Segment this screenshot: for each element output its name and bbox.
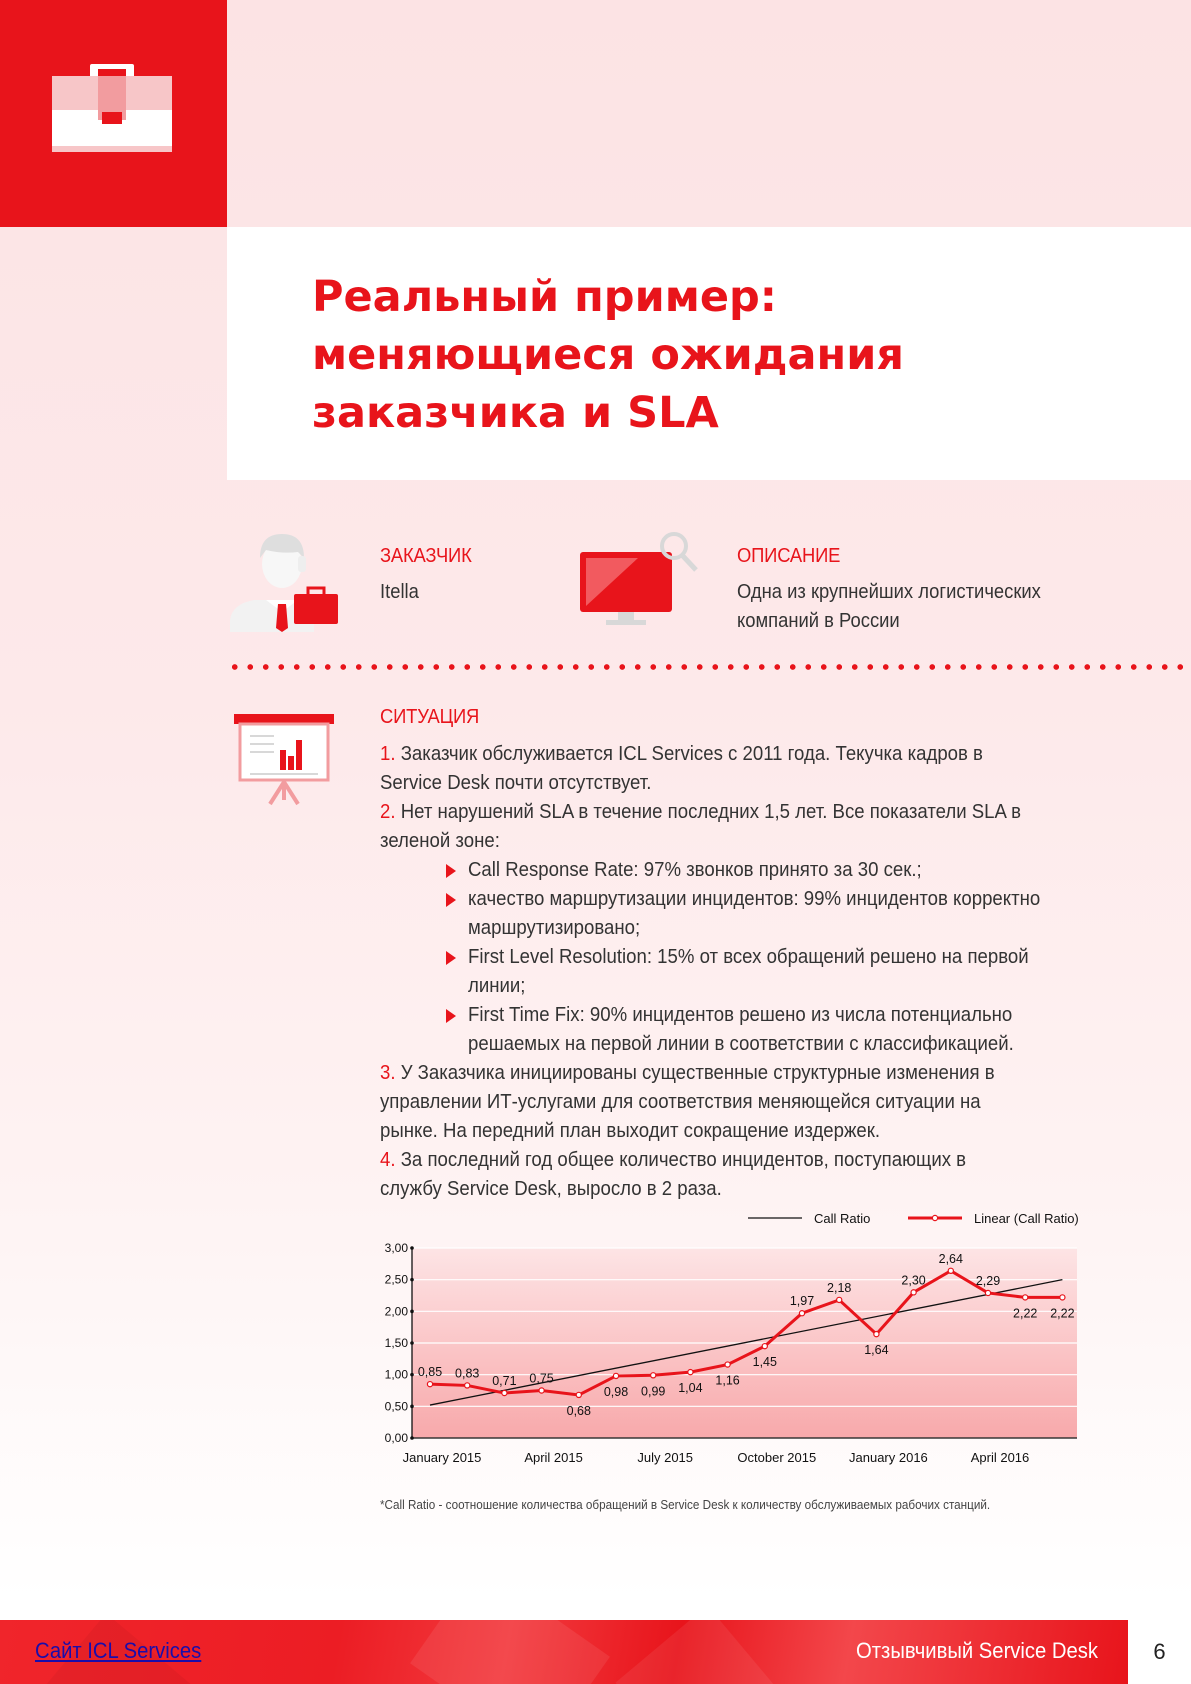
y-tick-mark bbox=[410, 1436, 414, 1440]
y-tick-mark bbox=[410, 1278, 414, 1282]
x-axis-ticks bbox=[403, 1450, 1030, 1465]
data-label: 0,98 bbox=[603, 1384, 629, 1399]
x-tick-label: January 2015 bbox=[402, 1450, 482, 1465]
data-point bbox=[799, 1311, 804, 1316]
page-number: 6 bbox=[1128, 1620, 1191, 1684]
bullet-arrow-icon bbox=[446, 1009, 456, 1023]
situation-body bbox=[380, 740, 1120, 1204]
data-point bbox=[874, 1332, 879, 1337]
point-text: За последний год общее количество инцидентов, поступающих в службу Service Desk, выросло в 2 раза. bbox=[380, 1149, 967, 1200]
data-label: 1,97 bbox=[789, 1294, 815, 1309]
data-point bbox=[465, 1383, 470, 1388]
y-tick-label: 3,00 bbox=[384, 1241, 408, 1255]
data-point bbox=[948, 1268, 953, 1273]
data-point bbox=[502, 1390, 507, 1395]
situation-point-1 bbox=[380, 740, 1031, 798]
data-label: 2,29 bbox=[975, 1273, 1001, 1288]
y-axis-ticks bbox=[385, 1241, 414, 1445]
situation-point-3 bbox=[380, 1059, 1031, 1146]
x-tick-label: April 2015 bbox=[524, 1450, 583, 1465]
chart-footnote: *Call Ratio - соотношение количества обращений в Service Desk к количеству обслуживаемых рабочих станций. bbox=[380, 1497, 991, 1512]
y-tick-mark bbox=[410, 1405, 414, 1409]
decor-shape bbox=[410, 1620, 610, 1684]
legend-label-linear: Linear (Call Ratio) bbox=[974, 1211, 1079, 1226]
data-label: 2,22 bbox=[1050, 1306, 1075, 1321]
point-number: 1. bbox=[380, 743, 396, 765]
description-label: ОПИСАНИЕ bbox=[737, 545, 841, 567]
footer-doc-title: Отзывчивый Service Desk bbox=[855, 1638, 1098, 1663]
description-line-2: компаний в России bbox=[737, 610, 900, 632]
y-tick-mark bbox=[410, 1373, 414, 1377]
situation-label: СИТУАЦИЯ bbox=[380, 706, 480, 728]
point-number: 2. bbox=[380, 801, 396, 823]
bullet-arrow-icon bbox=[446, 951, 456, 965]
y-tick-label: 0,50 bbox=[384, 1399, 408, 1414]
title-line-1: Реальный пример: bbox=[312, 272, 777, 322]
data-label: 0,75 bbox=[529, 1371, 554, 1386]
data-label: 2,64 bbox=[938, 1251, 963, 1266]
data-point bbox=[688, 1370, 693, 1375]
description-line-1: Одна из крупнейших логистических bbox=[737, 581, 1041, 603]
sla-list bbox=[468, 856, 1158, 1059]
x-tick-label: October 2015 bbox=[737, 1450, 817, 1465]
data-label: 0,83 bbox=[455, 1366, 480, 1381]
point-text: У Заказчика инициированы существенные структурные изменения в управлении ИТ-услугами для соответствия меняющейся ситуации на рынке. На передний план выходит сокращение издержек. bbox=[380, 1062, 995, 1142]
bullet-arrow-icon bbox=[446, 864, 456, 878]
situation-point-4 bbox=[380, 1146, 1031, 1204]
decor-shape bbox=[615, 1620, 784, 1684]
title-line-2: меняющиеся ожидания bbox=[312, 330, 904, 380]
situation-point-2 bbox=[380, 798, 1031, 856]
x-tick-label: July 2015 bbox=[637, 1450, 694, 1465]
y-tick-label: 0,00 bbox=[384, 1431, 408, 1445]
data-point bbox=[725, 1362, 730, 1367]
data-point bbox=[539, 1388, 544, 1393]
data-label: 0,71 bbox=[492, 1374, 517, 1389]
data-point bbox=[837, 1297, 842, 1302]
data-label: 1,16 bbox=[715, 1373, 740, 1388]
header-brand-block bbox=[0, 0, 227, 227]
briefcase-icon bbox=[52, 64, 172, 160]
data-label: 0,99 bbox=[641, 1384, 666, 1399]
list-item: качество маршрутизации инцидентов: 99% инцидентов корректно маршрутизировано; bbox=[468, 885, 1158, 943]
y-tick-mark bbox=[410, 1341, 414, 1345]
point-text: Нет нарушений SLA в течение последних 1,5 лет. Все показатели SLA в зеленой зоне: bbox=[380, 801, 1021, 852]
title-line-3: заказчика и SLA bbox=[312, 388, 719, 438]
data-point bbox=[911, 1290, 916, 1295]
y-tick-label: 1,50 bbox=[384, 1336, 408, 1350]
data-point bbox=[762, 1344, 767, 1349]
data-point bbox=[613, 1373, 618, 1378]
legend-label-call-ratio: Call Ratio bbox=[814, 1211, 871, 1226]
y-tick-label: 2,50 bbox=[384, 1272, 408, 1287]
data-label: 0,85 bbox=[417, 1365, 443, 1380]
data-point bbox=[1023, 1295, 1028, 1300]
point-number: 4. bbox=[380, 1149, 396, 1171]
data-point bbox=[1060, 1295, 1065, 1300]
data-point bbox=[576, 1392, 581, 1397]
customer-label: ЗАКАЗЧИК bbox=[380, 545, 472, 567]
customer-value: Itella bbox=[380, 581, 419, 603]
y-tick-mark bbox=[410, 1246, 414, 1250]
data-point bbox=[985, 1290, 990, 1295]
point-text: Заказчик обслуживается ICL Services с 2011 года. Текучка кадров в Service Desk почти отсутствует. bbox=[380, 743, 983, 794]
y-tick-label: 1,00 bbox=[384, 1367, 408, 1382]
data-label: 2,30 bbox=[901, 1273, 926, 1288]
data-label: 1,64 bbox=[864, 1343, 889, 1358]
list-item: Call Response Rate: 97% звонков принято за 30 сек.; bbox=[468, 856, 1158, 885]
bullet-arrow-icon bbox=[446, 893, 456, 907]
data-label: 0,68 bbox=[566, 1403, 591, 1418]
y-tick-mark bbox=[410, 1310, 414, 1314]
x-tick-label: April 2016 bbox=[970, 1450, 1030, 1465]
chart-legend bbox=[748, 1211, 1079, 1226]
dotted-divider bbox=[227, 664, 1191, 670]
data-label: 2,18 bbox=[827, 1280, 852, 1295]
point-number: 3. bbox=[380, 1062, 396, 1084]
monitor-search-icon bbox=[578, 530, 702, 626]
businessman-icon bbox=[226, 524, 342, 632]
page-title bbox=[312, 268, 1112, 442]
y-tick-label: 2,00 bbox=[384, 1304, 408, 1319]
icl-services-link[interactable]: Сайт ICL Services bbox=[35, 1638, 202, 1663]
list-item: First Time Fix: 90% инцидентов решено из числа потенциально решаемых на первой линии в соответствии с классификацией. bbox=[468, 1001, 1158, 1059]
list-item: First Level Resolution: 15% от всех обращений решено на первой линии; bbox=[468, 943, 1158, 1001]
data-point bbox=[651, 1373, 656, 1378]
data-point bbox=[427, 1382, 432, 1387]
call-ratio-chart bbox=[380, 1200, 1080, 1480]
legend-marker-linear bbox=[932, 1215, 937, 1220]
data-label: 2,22 bbox=[1013, 1306, 1038, 1321]
presentation-chart-icon bbox=[234, 714, 334, 806]
data-label: 1,45 bbox=[752, 1355, 777, 1370]
data-label: 1,04 bbox=[678, 1381, 703, 1396]
x-tick-label: January 2016 bbox=[849, 1450, 928, 1465]
